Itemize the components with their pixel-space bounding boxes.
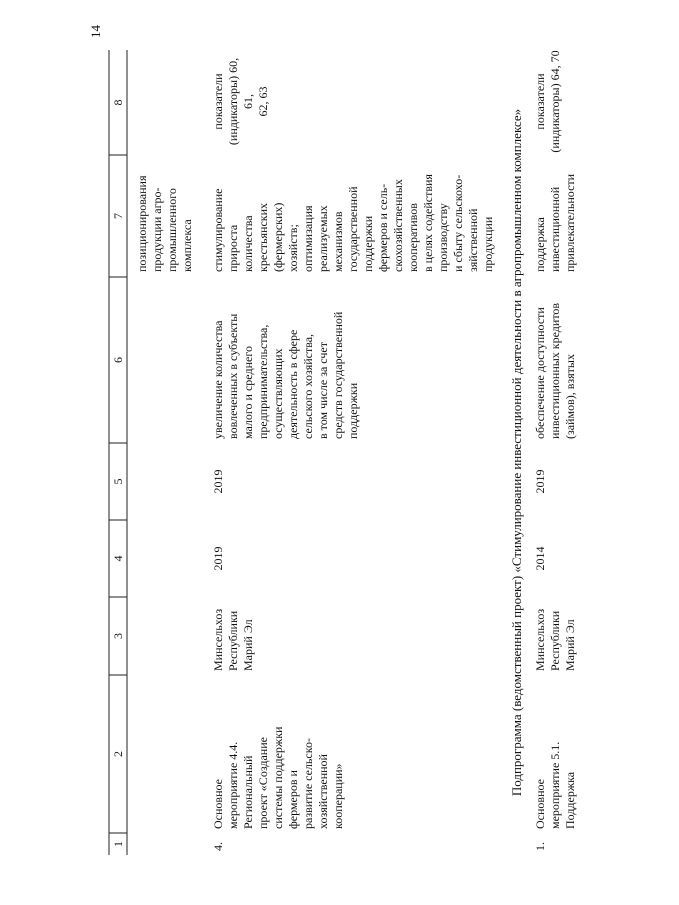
row1-col8-indicators [211,50,270,153]
row1-col3-executor [211,597,261,671]
row1-col6-line: поддержки [346,382,360,439]
row1-col7-line: и сбыту сельскохо- [451,174,465,272]
row1-col8-line: 62, 63 [256,86,270,117]
row1-col3-line: Минсельхоз [211,608,225,671]
row0-col7 [135,155,205,272]
row2-col6-result [533,281,583,439]
row1-col7-line: количества [241,215,255,272]
row1-col8-line: (индикаторы) 60, 61, [226,57,255,146]
header-col-6: 6 [111,357,125,363]
header-col-7: 7 [111,213,125,219]
row2-col3-executor [533,597,583,671]
row1-col7-line: кооперативов [406,203,420,272]
row1-col5-end-year: 2019 [211,469,225,494]
row1-col2-line: хозяйственной [316,754,330,829]
header-col-4: 4 [111,555,125,562]
page-number: 14 [88,25,103,38]
row1-col6-line: деятельность в сфере [286,329,300,439]
row1-col7-line: в целях содействия [421,174,435,272]
row2-col6-line: обеспечение доступности [533,307,547,439]
row1-col7-line: крестьянских [256,202,270,272]
header-col-5: 5 [111,478,125,485]
row2-col7-line: инвестиционной [548,186,562,272]
row1-col2-line: Основное [211,779,225,829]
row1-col7-line: продукции [481,216,495,272]
row2-col6-line: инвестиционных кредитов [548,302,562,439]
row2-col8-indicators [533,50,567,153]
row0-col7-line: позиционирования [135,175,149,272]
row1-col7-line: фермеров и сель- [376,183,390,272]
row1-col6-line: предпринимательства, [256,324,270,439]
row1-col2-activity [211,679,351,829]
row2-col3-line: Марий Эл [563,619,577,671]
row2-col6-line: (займов), взятых [563,354,577,439]
row1-col2-line: мероприятие 4.4. [226,741,240,829]
row2-col5-end-year: 2019 [533,469,547,494]
header-col-1: 1 [111,841,125,847]
row1-col3-line: Республики [226,610,240,671]
row1-col7-line: поддержки [361,215,375,272]
row1-col4-start-year: 2019 [211,546,225,571]
row2-col7-line: привлекательности [563,173,577,272]
row0-col7-line: продукции агро- [150,187,164,272]
row1-col6-line: средств государственной [331,311,345,439]
rotated-table-page [109,50,679,855]
row1-col6-line: увеличение количества [211,320,225,439]
row1-col7-line: государственной [346,186,360,272]
row1-col7-line: хозяйств; [286,224,300,272]
row2-col2-line: Поддержка [563,771,577,829]
row2-col7-outcome [533,155,583,272]
row1-col1-number: 4. [211,842,225,851]
row1-col7-line: механизмов [331,211,345,272]
row1-col6-line: сельского хозяйства, [301,333,315,439]
row1-col2-line: развитие сельско- [301,738,315,829]
row1-col2-line: системы поддержки [271,726,285,829]
row1-col7-line: оптимизация [301,205,315,272]
row2-col4-start-year: 2014 [533,546,547,571]
header-col-8: 8 [111,99,125,106]
row2-col7-line: поддержка [533,217,547,272]
row1-col8-line: показатели [211,73,225,130]
row1-col7-line: зяйственной [466,208,480,272]
row2-col2-activity [533,679,583,829]
row2-col2-line: мероприятие 5.1. [548,741,562,829]
row1-col7-line: скохозяйственных [391,179,405,272]
row2-col8-line: показатели [533,73,547,130]
row1-col2-line: кооперации» [331,763,345,829]
row1-col2-line: проект «Создание [256,737,270,829]
row1-col7-line: производству [436,203,450,272]
row2-col2-line: Основное [533,779,547,829]
row1-col3-line: Марий Эл [241,619,255,671]
row1-col7-line: стимулирование [211,188,225,272]
row2-col1-number: 1. [533,842,547,851]
row1-col7-line: (фермерских) [271,202,285,272]
row1-col7-line: реализуемых [316,205,330,272]
row0-col7-line: промышленного [165,188,179,272]
header-col-3: 3 [111,633,125,639]
row2-col3-line: Республики [548,610,562,671]
row1-col6-line: в том числе за счет [316,342,330,439]
row1-col2-line: фермеров и [286,770,300,829]
row2-col3-line: Минсельхоз [533,608,547,671]
subprogram-title: Подпрограмма (ведомственный проект) «Стимулирование инвестиционной деятельности в агропромышленном комплексе» [509,108,524,797]
row1-col2-line: Региональный [241,755,255,829]
row0-col7-line: комплекса [180,219,194,272]
row1-col6-line: вовлеченных в субъекты [226,313,240,439]
row1-col7-outcome [211,155,501,272]
row1-col7-line: прироста [226,224,240,272]
row1-col6-line: малого и среднего [241,346,255,439]
row1-col6-result [211,281,371,439]
header-col-2: 2 [111,751,125,757]
row1-col6-line: осуществляющих [271,348,285,439]
row2-col8-line: (индикаторы) 64, 70 [548,50,562,153]
